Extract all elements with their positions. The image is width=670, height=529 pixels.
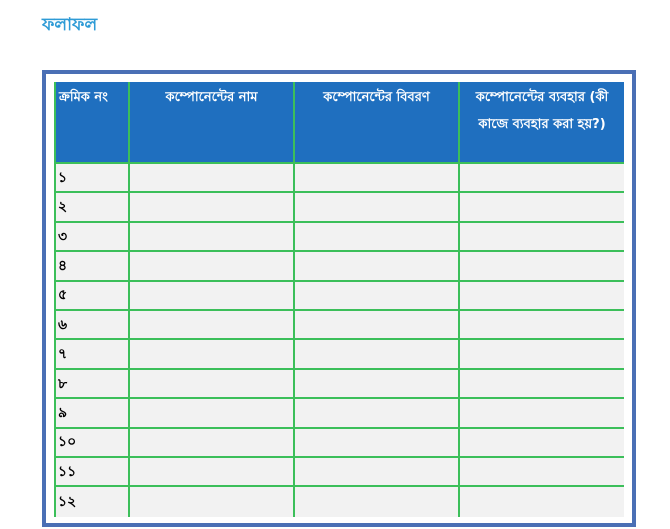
cell-serial-no: ৮ [54,370,130,399]
cell-component-usage[interactable] [460,193,624,222]
cell-component-usage[interactable] [460,370,624,399]
cell-component-name[interactable] [130,429,295,458]
cell-component-usage[interactable] [460,223,624,252]
cell-component-usage[interactable] [460,164,624,193]
cell-component-name[interactable] [130,487,295,517]
cell-component-description[interactable] [295,429,460,458]
cell-component-name[interactable] [130,282,295,311]
cell-component-usage[interactable] [460,458,624,487]
cell-component-name[interactable] [130,164,295,193]
table-row [54,252,624,281]
table-row [54,458,624,487]
page-heading: ফলাফল [42,15,98,35]
cell-serial-no: ৪ [54,252,130,281]
cell-component-usage[interactable] [460,282,624,311]
cell-component-name[interactable] [130,193,295,222]
cell-component-description[interactable] [295,282,460,311]
table-row [54,311,624,340]
cell-component-name[interactable] [130,399,295,428]
results-table-frame [42,70,636,527]
cell-component-name[interactable] [130,311,295,340]
cell-component-description[interactable] [295,311,460,340]
table-row [54,223,624,252]
cell-component-usage[interactable] [460,429,624,458]
cell-component-usage[interactable] [460,252,624,281]
results-table [54,82,624,517]
table-row [54,282,624,311]
table-header-row [54,82,624,164]
table-row [54,487,624,517]
cell-component-description[interactable] [295,252,460,281]
table-row [54,429,624,458]
cell-serial-no: ১ [54,164,130,193]
header-component-usage: কম্পোনেন্টের ব্যবহার (কী কাজে ব্যবহার করা হয়?) [460,82,624,164]
cell-serial-no: ৯ [54,399,130,428]
cell-serial-no: ৬ [54,311,130,340]
cell-component-description[interactable] [295,487,460,517]
cell-component-name[interactable] [130,370,295,399]
table-row [54,399,624,428]
cell-serial-no: ২ [54,193,130,222]
cell-component-usage[interactable] [460,340,624,369]
cell-serial-no: ৭ [54,340,130,369]
cell-component-usage[interactable] [460,311,624,340]
cell-component-name[interactable] [130,458,295,487]
cell-component-usage[interactable] [460,487,624,517]
table-row [54,164,624,193]
table-row [54,370,624,399]
cell-component-name[interactable] [130,223,295,252]
cell-serial-no: ১০ [54,429,130,458]
cell-component-description[interactable] [295,193,460,222]
cell-component-description[interactable] [295,399,460,428]
cell-component-name[interactable] [130,340,295,369]
cell-component-description[interactable] [295,164,460,193]
cell-serial-no: ৩ [54,223,130,252]
header-serial-no: ক্রমিক নং [54,82,130,164]
cell-component-description[interactable] [295,458,460,487]
cell-component-description[interactable] [295,340,460,369]
table-row [54,340,624,369]
cell-component-description[interactable] [295,223,460,252]
header-component-description: কম্পোনেন্টের বিবরণ [295,82,460,164]
header-component-name: কম্পোনেন্টের নাম [130,82,295,164]
cell-serial-no: ১১ [54,458,130,487]
table-row [54,193,624,222]
table-body [54,164,624,517]
cell-serial-no: ১২ [54,487,130,517]
cell-component-usage[interactable] [460,399,624,428]
cell-serial-no: ৫ [54,282,130,311]
cell-component-name[interactable] [130,252,295,281]
cell-component-description[interactable] [295,370,460,399]
